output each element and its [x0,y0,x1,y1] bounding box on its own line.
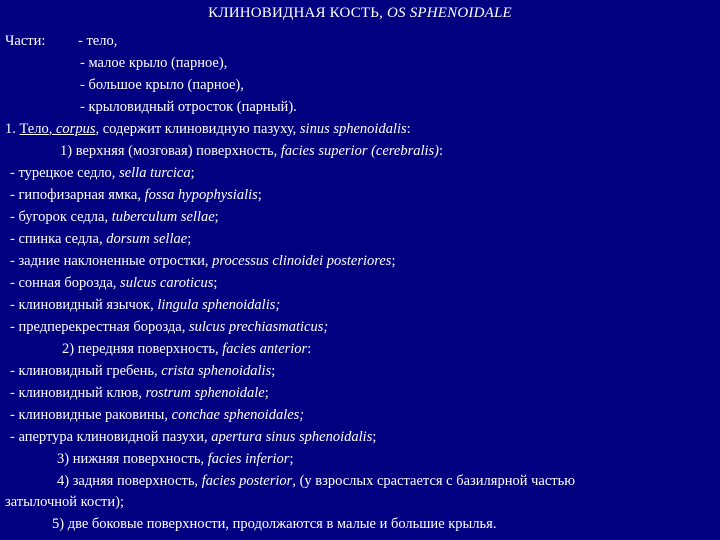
parts-item: - большое крыло (парное), [80,77,244,93]
list-item: - клиновидный гребень, crista sphenoidalis; [10,363,276,379]
posterior-surface-heading: 4) задняя поверхность, facies posterior, (у взрослых срастается с базилярной частью [57,473,576,489]
list-item: - гипофизарная ямка, fossa hypophysialis; [10,187,262,203]
parts-item: - малое крыло (парное), [80,55,228,71]
body-latin: corpus [55,121,96,137]
list-item: - предперекрестная борозда, sulcus prechiasmaticus; [10,319,329,335]
posterior-continuation: затылочной кости); [5,494,124,510]
list-item: - клиновидный клюв, rostrum sphenoidale; [10,385,269,401]
inferior-surface-heading: 3) нижняя поверхность, facies inferior; [57,451,294,467]
sinus-latin: sinus sphenoidalis [299,121,407,137]
list-item: - спинка седла, dorsum sellae; [10,231,192,247]
body-name: Тело [19,121,49,137]
title-main: КЛИНОВИДНАЯ КОСТЬ, [208,5,388,21]
list-item: - клиновидный язычок, lingula sphenoidalis; [10,297,281,313]
parts-item: - крыловидный отросток (парный). [80,99,297,115]
upper-surface-heading: 1) верхняя (мозговая) поверхность, facies superior (cerebralis): [60,143,444,159]
title-latin: OS SPHENOIDALE [387,5,512,21]
anterior-surface-heading: 2) передняя поверхность, facies anterior: [62,341,312,357]
body-heading: 1. Тело, corpus, содержит клиновидную пазуху, sinus sphenoidalis: [5,121,411,137]
list-item: - клиновидные раковины, conchae sphenoidales; [10,407,305,423]
slide-title [0,5,720,22]
list-item: - бугорок седла, tuberculum sellae; [10,209,219,225]
parts-item: - тело, [78,33,118,49]
list-item: - турецкое седло, sella turcica; [10,165,195,181]
list-item: - апертура клиновидной пазухи, apertura sinus sphenoidalis; [10,429,377,445]
parts-label: Части: [5,33,46,49]
list-item: - задние наклоненные отростки, processus clinoidei posteriores; [10,253,396,269]
list-item: - сонная борозда, sulcus caroticus; [10,275,218,291]
lateral-surfaces: 5) две боковые поверхности, продолжаются в малые и большие крылья. [52,516,497,532]
